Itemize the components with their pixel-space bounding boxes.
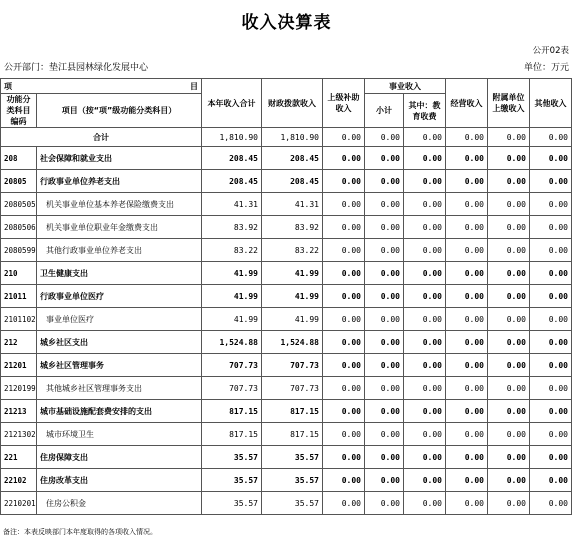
row-value: 35.57 (262, 469, 323, 492)
row-value: 0.00 (404, 308, 446, 331)
operating-header: 经营收入 (446, 79, 488, 128)
table-row (1, 262, 572, 285)
row-value: 0.00 (323, 193, 365, 216)
row-value: 208.45 (262, 147, 323, 170)
row-value: 0.00 (365, 147, 404, 170)
table-code: 公开02表 (532, 46, 569, 56)
total-value: 0.00 (323, 128, 365, 147)
row-code: 2080599 (1, 239, 37, 262)
row-value: 0.00 (488, 469, 530, 492)
table-row (1, 216, 572, 239)
row-value: 0.00 (404, 262, 446, 285)
row-code: 2101102 (1, 308, 37, 331)
row-value: 41.99 (262, 285, 323, 308)
row-value: 41.99 (202, 262, 262, 285)
row-value: 83.22 (202, 239, 262, 262)
total-row (1, 128, 572, 147)
row-value: 0.00 (446, 400, 488, 423)
total-value: 0.00 (365, 128, 404, 147)
row-value: 0.00 (446, 354, 488, 377)
row-value: 0.00 (404, 285, 446, 308)
row-value: 0.00 (365, 469, 404, 492)
row-value: 35.57 (202, 446, 262, 469)
row-value: 1,524.88 (202, 331, 262, 354)
row-name: 卫生健康支出 (37, 262, 202, 285)
row-value: 0.00 (404, 492, 446, 515)
row-value: 83.22 (262, 239, 323, 262)
row-code: 22102 (1, 469, 37, 492)
item-header (1, 79, 202, 94)
row-value: 0.00 (530, 354, 572, 377)
header-row-1 (1, 79, 572, 94)
row-value: 0.00 (446, 469, 488, 492)
row-value: 0.00 (404, 147, 446, 170)
row-value: 0.00 (530, 400, 572, 423)
row-value: 0.00 (323, 239, 365, 262)
row-code: 2080506 (1, 216, 37, 239)
row-name: 行政事业单位养老支出 (37, 170, 202, 193)
business-header: 事业收入 (365, 79, 446, 94)
row-value: 0.00 (365, 262, 404, 285)
row-value: 0.00 (323, 331, 365, 354)
row-name: 机关事业单位职业年金缴费支出 (37, 216, 202, 239)
table-row (1, 423, 572, 446)
row-value: 0.00 (323, 147, 365, 170)
row-value: 0.00 (488, 216, 530, 239)
row-value: 0.00 (488, 193, 530, 216)
row-value: 0.00 (530, 492, 572, 515)
row-value: 707.73 (262, 354, 323, 377)
row-value: 0.00 (530, 216, 572, 239)
fiscal-header: 财政拨款收入 (262, 79, 323, 128)
row-value: 0.00 (404, 331, 446, 354)
row-code: 21011 (1, 285, 37, 308)
row-value: 0.00 (488, 400, 530, 423)
total-value: 0.00 (446, 128, 488, 147)
superior-header: 上级补助收入 (323, 79, 365, 128)
table-row (1, 400, 572, 423)
row-code: 212 (1, 331, 37, 354)
row-value: 0.00 (365, 377, 404, 400)
affiliated-header: 附属单位上缴收入 (488, 79, 530, 128)
row-name: 行政事业单位医疗 (37, 285, 202, 308)
row-value: 0.00 (365, 492, 404, 515)
row-value: 41.31 (262, 193, 323, 216)
row-value: 0.00 (488, 331, 530, 354)
row-value: 0.00 (488, 170, 530, 193)
item-right-label: 目 (190, 82, 198, 91)
table-row (1, 354, 572, 377)
row-value: 0.00 (404, 469, 446, 492)
row-name: 城乡社区管理事务 (37, 354, 202, 377)
row-value: 0.00 (488, 492, 530, 515)
row-value: 0.00 (365, 331, 404, 354)
row-value: 0.00 (404, 193, 446, 216)
row-value: 1,524.88 (262, 331, 323, 354)
row-value: 208.45 (202, 170, 262, 193)
footnote: 备注：本表反映部门本年度取得的各项收入情况。 (3, 528, 157, 536)
row-value: 0.00 (488, 262, 530, 285)
row-value: 817.15 (202, 423, 262, 446)
row-value: 0.00 (446, 377, 488, 400)
row-value: 0.00 (488, 423, 530, 446)
row-value: 0.00 (446, 170, 488, 193)
row-name: 社会保障和就业支出 (37, 147, 202, 170)
row-value: 41.99 (262, 308, 323, 331)
row-value: 0.00 (446, 216, 488, 239)
table-row (1, 331, 572, 354)
unit-label: 单位：万元 (523, 63, 569, 73)
row-value: 0.00 (530, 193, 572, 216)
row-name: 住房保障支出 (37, 446, 202, 469)
row-value: 0.00 (323, 492, 365, 515)
row-value: 707.73 (202, 354, 262, 377)
table-row (1, 239, 572, 262)
row-value: 0.00 (446, 193, 488, 216)
row-value: 0.00 (488, 377, 530, 400)
row-value: 41.99 (202, 285, 262, 308)
row-value: 35.57 (202, 492, 262, 515)
total-value: 0.00 (404, 128, 446, 147)
row-value: 817.15 (262, 400, 323, 423)
row-value: 0.00 (446, 262, 488, 285)
row-name: 城乡社区支出 (37, 331, 202, 354)
row-value: 0.00 (323, 469, 365, 492)
row-value: 0.00 (488, 354, 530, 377)
row-value: 83.92 (202, 216, 262, 239)
row-value: 0.00 (488, 285, 530, 308)
code-header: 功能分类科目编码 (1, 94, 37, 128)
row-name: 城市基础设施配套费安排的支出 (37, 400, 202, 423)
row-value: 0.00 (404, 400, 446, 423)
row-value: 0.00 (488, 308, 530, 331)
row-value: 0.00 (488, 239, 530, 262)
total-header: 本年收入合计 (202, 79, 262, 128)
row-value: 0.00 (365, 193, 404, 216)
row-value: 0.00 (323, 400, 365, 423)
row-value: 707.73 (202, 377, 262, 400)
row-value: 0.00 (530, 423, 572, 446)
row-value: 0.00 (404, 216, 446, 239)
row-code: 20805 (1, 170, 37, 193)
table-row (1, 285, 572, 308)
table-row (1, 170, 572, 193)
row-code: 208 (1, 147, 37, 170)
row-name: 事业单位医疗 (37, 308, 202, 331)
table-row (1, 193, 572, 216)
row-value: 0.00 (365, 446, 404, 469)
row-value: 0.00 (365, 216, 404, 239)
row-value: 0.00 (365, 423, 404, 446)
row-value: 0.00 (446, 285, 488, 308)
total-value: 1,810.90 (202, 128, 262, 147)
row-code: 21213 (1, 400, 37, 423)
row-value: 0.00 (530, 331, 572, 354)
row-value: 35.57 (202, 469, 262, 492)
row-code: 2120199 (1, 377, 37, 400)
row-value: 0.00 (446, 446, 488, 469)
table-row (1, 492, 572, 515)
table-row (1, 446, 572, 469)
row-value: 0.00 (530, 239, 572, 262)
row-value: 0.00 (530, 170, 572, 193)
row-value: 0.00 (530, 308, 572, 331)
row-value: 0.00 (530, 377, 572, 400)
row-value: 0.00 (446, 308, 488, 331)
row-value: 0.00 (404, 446, 446, 469)
row-name: 其他行政事业单位养老支出 (37, 239, 202, 262)
row-value: 0.00 (365, 354, 404, 377)
row-value: 0.00 (404, 377, 446, 400)
row-value: 0.00 (404, 170, 446, 193)
row-name: 机关事业单位基本养老保险缴费支出 (37, 193, 202, 216)
total-label: 合计 (1, 128, 202, 147)
row-value: 0.00 (365, 239, 404, 262)
row-value: 41.99 (202, 308, 262, 331)
row-name: 住房改革支出 (37, 469, 202, 492)
table-row (1, 147, 572, 170)
name-header: 项目（按“项”级功能分类科目） (37, 94, 202, 128)
row-value: 0.00 (530, 285, 572, 308)
row-value: 0.00 (323, 446, 365, 469)
row-code: 2080505 (1, 193, 37, 216)
row-code: 2210201 (1, 492, 37, 515)
row-value: 0.00 (323, 423, 365, 446)
row-code: 210 (1, 262, 37, 285)
row-value: 0.00 (446, 147, 488, 170)
row-value: 0.00 (530, 262, 572, 285)
income-table (0, 78, 572, 515)
row-value: 0.00 (530, 469, 572, 492)
row-value: 0.00 (365, 308, 404, 331)
table-row (1, 377, 572, 400)
row-value: 0.00 (323, 170, 365, 193)
row-name: 住房公积金 (37, 492, 202, 515)
row-value: 0.00 (323, 262, 365, 285)
row-value: 0.00 (323, 285, 365, 308)
row-value: 0.00 (323, 377, 365, 400)
row-value: 0.00 (530, 147, 572, 170)
row-value: 208.45 (262, 170, 323, 193)
row-code: 2121302 (1, 423, 37, 446)
row-value: 0.00 (404, 239, 446, 262)
total-value: 0.00 (530, 128, 572, 147)
row-value: 817.15 (202, 400, 262, 423)
row-value: 817.15 (262, 423, 323, 446)
row-value: 0.00 (365, 400, 404, 423)
edu-header: 其中：教育收费 (404, 94, 446, 128)
row-value: 0.00 (446, 331, 488, 354)
row-value: 0.00 (488, 446, 530, 469)
row-value: 0.00 (530, 446, 572, 469)
row-value: 0.00 (404, 354, 446, 377)
row-value: 41.99 (262, 262, 323, 285)
row-value: 83.92 (262, 216, 323, 239)
row-value: 41.31 (202, 193, 262, 216)
row-name: 城市环境卫生 (37, 423, 202, 446)
department-label: 公开部门：垫江县园林绿化发展中心 (4, 63, 149, 73)
row-code: 21201 (1, 354, 37, 377)
row-value: 0.00 (446, 239, 488, 262)
row-value: 0.00 (323, 216, 365, 239)
table-row (1, 308, 572, 331)
row-value: 208.45 (202, 147, 262, 170)
total-value: 1,810.90 (262, 128, 323, 147)
subtotal-header: 小计 (365, 94, 404, 128)
total-value: 0.00 (488, 128, 530, 147)
row-value: 0.00 (404, 423, 446, 446)
other-header: 其他收入 (530, 79, 572, 128)
row-value: 0.00 (446, 423, 488, 446)
row-value: 35.57 (262, 446, 323, 469)
row-value: 0.00 (446, 492, 488, 515)
row-value: 0.00 (323, 308, 365, 331)
row-value: 707.73 (262, 377, 323, 400)
page-title: 收入决算表 (241, 13, 332, 33)
row-value: 0.00 (488, 147, 530, 170)
item-left-label: 项 (4, 81, 12, 91)
row-value: 0.00 (365, 285, 404, 308)
row-code: 221 (1, 446, 37, 469)
row-value: 0.00 (365, 170, 404, 193)
row-name: 其他城乡社区管理事务支出 (37, 377, 202, 400)
table-row (1, 469, 572, 492)
row-value: 0.00 (323, 354, 365, 377)
row-value: 35.57 (262, 492, 323, 515)
